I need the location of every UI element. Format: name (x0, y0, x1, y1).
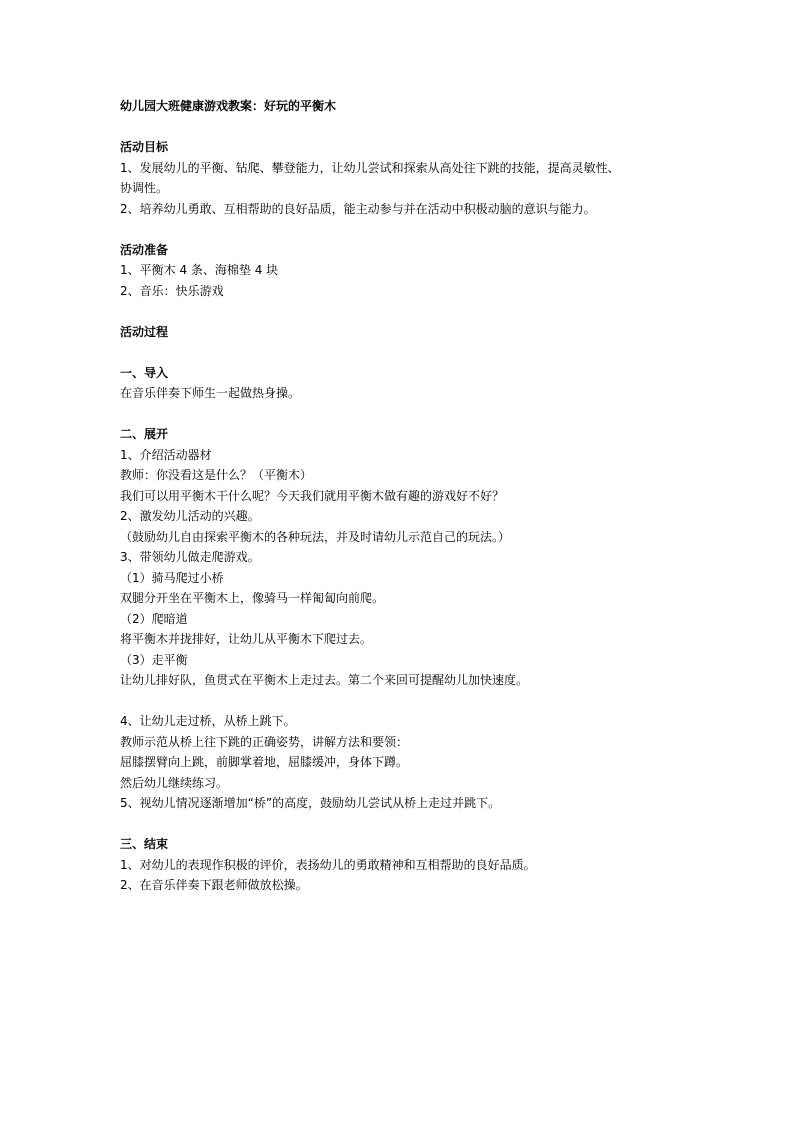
develop-line: 将平衡木并拢排好，让幼儿从平衡木下爬过去。 (120, 632, 373, 646)
end-line: 1、对幼儿的表现作积极的评价，表扬幼儿的勇敢精神和互相帮助的良好品质。 (120, 857, 536, 872)
develop-line: （2）爬暗道 (120, 611, 188, 626)
develop-line: 2、激发幼儿活动的兴趣。 (120, 509, 260, 523)
develop-line: （1）骑马爬过小桥 (120, 570, 224, 585)
develop-line: 然后幼儿继续练习。 (120, 775, 229, 790)
develop-heading: 二、展开 (120, 427, 169, 441)
spacer (120, 404, 680, 425)
process-heading: 活动过程 (120, 324, 169, 339)
intro-heading: 一、导入 (120, 365, 169, 380)
spacer (120, 219, 680, 240)
prep-line: 1、平衡木 4 条、海棉垫 4 块 (120, 263, 279, 277)
develop-line: 屈膝摆臂向上跳，前脚掌着地，屈膝缓冲，身体下蹲。 (120, 755, 409, 769)
spacer (120, 342, 680, 363)
develop-line: 教师示范从桥上往下跳的正确姿势，讲解方法和要领： (120, 734, 409, 749)
spacer (120, 117, 680, 138)
spacer (120, 691, 680, 712)
document-page (120, 96, 680, 896)
spacer (120, 301, 680, 322)
develop-line: （3）走平衡 (120, 652, 188, 667)
develop-line: 4、让幼儿走过桥，从桥上跳下。 (120, 714, 296, 728)
develop-line: 教师：你没看这是什么？（平衡木） (120, 468, 313, 482)
develop-line: （鼓励幼儿自由探索平衡木的各种玩法，并及时请幼儿示范自己的玩法。） (120, 529, 511, 544)
develop-line: 3、带领幼儿做走爬游戏。 (120, 550, 260, 564)
develop-line: 双腿分开坐在平衡木上，像骑马一样匍匐向前爬。 (120, 591, 385, 605)
spacer (120, 814, 680, 835)
end-line: 2、在音乐伴奏下跟老师做放松操。 (120, 878, 308, 892)
develop-line: 1、介绍活动器材 (120, 447, 212, 462)
goals-line: 协调性。 (120, 181, 169, 195)
document-title: 幼儿园大班健康游戏教案：好玩的平衡木 (120, 99, 337, 113)
develop-line: 我们可以用平衡木干什么呢？今天我们就用平衡木做有趣的游戏好不好？ (120, 488, 505, 503)
prep-heading: 活动准备 (120, 242, 169, 257)
prep-line: 2、音乐：快乐游戏 (120, 283, 224, 298)
end-heading: 三、结束 (120, 837, 169, 851)
goals-line: 2、培养幼儿勇敢、互相帮助的良好品质，能主动参与并在活动中积极动脑的意识与能力。 (120, 201, 596, 216)
goals-heading: 活动目标 (120, 140, 169, 154)
intro-line: 在音乐伴奏下师生一起做热身操。 (120, 386, 301, 400)
develop-line: 5、视幼儿情况逐渐增加“桥”的高度，鼓励幼儿尝试从桥上走过并跳下。 (120, 796, 501, 810)
develop-line: 让幼儿排好队，鱼贯式在平衡木上走过去。第二个来回可提醒幼儿加快速度。 (120, 673, 529, 687)
goals-line: 1、发展幼儿的平衡、钻爬、攀登能力，让幼儿尝试和探索从高处往下跳的技能，提高灵敏性、 (120, 160, 620, 175)
